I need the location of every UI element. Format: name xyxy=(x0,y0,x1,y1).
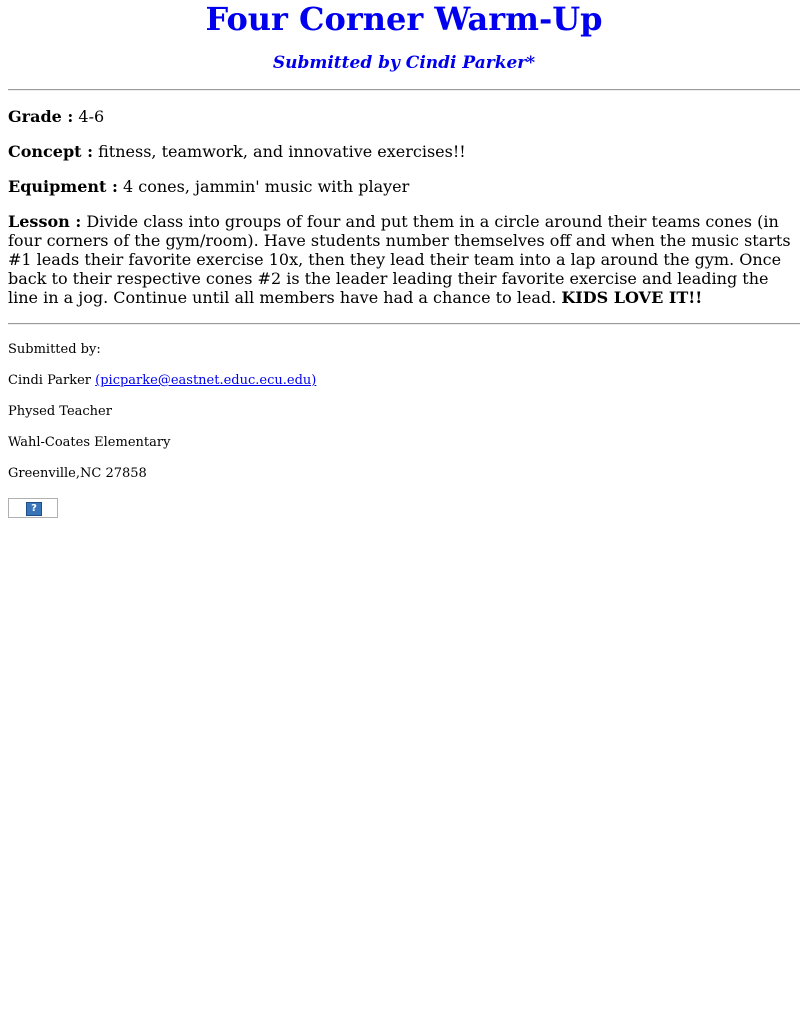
submitted-by-label: Submitted by: xyxy=(8,342,101,357)
submitter-name: Cindi Parker xyxy=(8,373,92,388)
lesson-text: Divide class into groups of four and put them in a circle around their teams cones (in four corners of the gym/room). Have students number themselves off and when the music starts #1 leads their favorite exercise 10x, then they lead their team into a lap around the gym. Once back to their respective cones #2 is the leader leading their favorite exercise and leading the line in a jog. Continue until all members have had a chance to lead. xyxy=(8,212,791,307)
grade-value: 4-6 xyxy=(78,107,105,126)
email-link[interactable]: (picparke@eastnet.educ.ecu.edu) xyxy=(95,373,317,388)
grade-label: Grade : xyxy=(8,107,74,126)
equipment-field xyxy=(8,177,800,196)
lesson-label: Lesson : xyxy=(8,212,82,231)
concept-field xyxy=(8,142,800,161)
equipment-value: 4 cones, jammin' music with player xyxy=(122,177,410,196)
page-subtitle: Submitted by Cindi Parker* xyxy=(272,53,536,73)
page-title: Four Corner Warm-Up xyxy=(205,0,603,38)
equipment-label: Equipment : xyxy=(8,177,118,196)
lesson-emphasis: KIDS LOVE IT!! xyxy=(561,288,703,307)
help-badge[interactable] xyxy=(8,498,58,518)
submitter-location: Greenville,NC 27858 xyxy=(8,466,147,481)
concept-label: Concept : xyxy=(8,142,94,161)
submitter-school: Wahl-Coates Elementary xyxy=(8,435,171,450)
top-divider xyxy=(8,89,800,91)
submitter-role: Physed Teacher xyxy=(8,404,112,419)
concept-value: fitness, teamwork, and innovative exercises!! xyxy=(98,142,466,161)
bottom-divider xyxy=(8,323,800,325)
help-question-icon: ? xyxy=(26,502,42,516)
grade-field xyxy=(8,107,800,126)
submitter-line xyxy=(8,373,800,389)
lesson-field xyxy=(8,212,800,307)
